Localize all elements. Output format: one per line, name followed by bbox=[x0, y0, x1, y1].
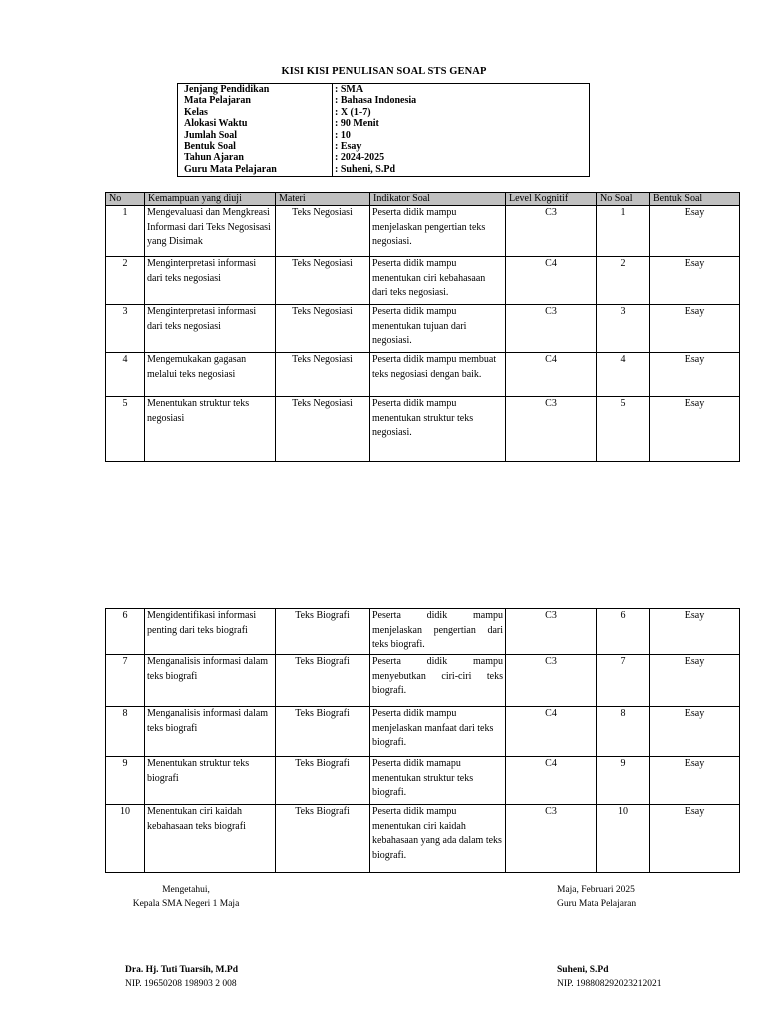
signature-left-header bbox=[116, 883, 256, 911]
cell-indikator: Peserta didik mampu menjelaskan pengertian dari teks biografi. bbox=[370, 609, 506, 655]
info-key: Guru Mata Pelajaran bbox=[184, 163, 277, 175]
sign-right-name: Suheni, S.Pd bbox=[557, 965, 609, 975]
signature-right-header bbox=[557, 883, 636, 911]
cell-no-soal: 4 bbox=[597, 353, 650, 397]
header-level: Level Kognitif bbox=[506, 193, 597, 206]
table-row bbox=[106, 206, 740, 257]
cell-indikator: Peserta didik mampu menentukan tujuan dari negosiasi. bbox=[370, 305, 506, 353]
cell-no: 10 bbox=[106, 805, 145, 873]
cell-bentuk: Esay bbox=[650, 707, 740, 757]
info-value: : X (1-7) bbox=[335, 106, 371, 118]
cell-no-soal: 7 bbox=[597, 655, 650, 707]
sign-left-name: Dra. Hj. Tuti Tuarsih, M.Pd bbox=[125, 965, 238, 975]
cell-level: C3 bbox=[506, 609, 597, 655]
cell-indikator: Peserta didik mampu menyebutkan ciri-ciri teks biografi. bbox=[370, 655, 506, 707]
cell-kemampuan: Menginterpretasi informasi dari teks negosiasi bbox=[145, 257, 276, 305]
sign-left-nip: NIP. 19650208 198903 2 008 bbox=[125, 979, 237, 989]
info-row bbox=[178, 95, 589, 106]
cell-bentuk: Esay bbox=[650, 397, 740, 462]
cell-bentuk: Esay bbox=[650, 353, 740, 397]
info-key: Alokasi Waktu bbox=[184, 118, 248, 130]
sign-left-line1: Mengetahui, bbox=[162, 885, 210, 895]
cell-indikator: Peserta didik mamapu menentukan struktur teks biografi. bbox=[370, 757, 506, 805]
info-row bbox=[178, 84, 589, 95]
table-header-row bbox=[106, 193, 740, 206]
cell-indikator: Peserta didik mampu menentukan struktur teks negosiasi. bbox=[370, 397, 506, 462]
cell-no: 3 bbox=[106, 305, 145, 353]
cell-level: C3 bbox=[506, 206, 597, 257]
cell-no: 5 bbox=[106, 397, 145, 462]
cell-no-soal: 2 bbox=[597, 257, 650, 305]
cell-no-soal: 9 bbox=[597, 757, 650, 805]
cell-level: C3 bbox=[506, 655, 597, 707]
cell-kemampuan: Mengidentifikasi informasi penting dari teks biografi bbox=[145, 609, 276, 655]
cell-bentuk: Esay bbox=[650, 655, 740, 707]
header-no: No bbox=[106, 193, 145, 206]
cell-materi: Teks Negosiasi bbox=[276, 397, 370, 462]
cell-materi: Teks Biografi bbox=[276, 609, 370, 655]
cell-bentuk: Esay bbox=[650, 206, 740, 257]
table-row bbox=[106, 805, 740, 873]
info-row bbox=[178, 130, 589, 141]
info-value: : Suheni, S.Pd bbox=[335, 163, 396, 175]
cell-level: C4 bbox=[506, 757, 597, 805]
cell-level: C3 bbox=[506, 805, 597, 873]
signature-right-footer bbox=[557, 963, 662, 991]
cell-materi: Teks Biografi bbox=[276, 805, 370, 873]
cell-level: C4 bbox=[506, 257, 597, 305]
kisi-table-part-1 bbox=[105, 192, 740, 462]
cell-materi: Teks Biografi bbox=[276, 655, 370, 707]
cell-level: C4 bbox=[506, 707, 597, 757]
cell-bentuk: Esay bbox=[650, 757, 740, 805]
cell-materi: Teks Negosiasi bbox=[276, 305, 370, 353]
cell-kemampuan: Mengemukakan gagasan melalui teks negosiasi bbox=[145, 353, 276, 397]
table-row bbox=[106, 397, 740, 462]
kisi-table-part-2 bbox=[105, 608, 740, 873]
cell-bentuk: Esay bbox=[650, 805, 740, 873]
cell-level: C3 bbox=[506, 305, 597, 353]
info-row bbox=[178, 107, 589, 118]
cell-bentuk: Esay bbox=[650, 609, 740, 655]
cell-kemampuan: Menganalisis informasi dalam teks biografi bbox=[145, 707, 276, 757]
info-value: : SMA bbox=[335, 84, 364, 95]
info-value: : 2024-2025 bbox=[335, 152, 385, 164]
cell-no: 2 bbox=[106, 257, 145, 305]
cell-no: 9 bbox=[106, 757, 145, 805]
cell-kemampuan: Menentukan struktur teks negosiasi bbox=[145, 397, 276, 462]
cell-no: 6 bbox=[106, 609, 145, 655]
cell-bentuk: Esay bbox=[650, 305, 740, 353]
sign-left-line2: Kepala SMA Negeri 1 Maja bbox=[132, 899, 240, 909]
table-row bbox=[106, 707, 740, 757]
info-key: Kelas bbox=[184, 106, 208, 118]
table-row bbox=[106, 655, 740, 707]
sign-right-line2: Guru Mata Pelajaran bbox=[557, 899, 637, 909]
cell-no-soal: 1 bbox=[597, 206, 650, 257]
table-row bbox=[106, 353, 740, 397]
info-value: : 10 bbox=[335, 129, 351, 141]
info-box bbox=[177, 83, 590, 177]
signature-left-footer bbox=[125, 963, 238, 991]
sign-right-nip: NIP. 198808292023212021 bbox=[557, 979, 662, 989]
cell-no-soal: 8 bbox=[597, 707, 650, 757]
document-title: KISI KISI PENULISAN SOAL STS GENAP bbox=[281, 66, 487, 77]
header-no-soal: No Soal bbox=[597, 193, 650, 206]
header-kemampuan: Kemampuan yang diuji bbox=[145, 193, 276, 206]
table-row bbox=[106, 305, 740, 353]
cell-indikator: Peserta didik mampu membuat teks negosiasi dengan baik. bbox=[370, 353, 506, 397]
cell-indikator: Peserta didik mampu menentukan ciri kaidah kebahasaan yang ada dalam teks biografi. bbox=[370, 805, 506, 873]
cell-no: 4 bbox=[106, 353, 145, 397]
cell-kemampuan: Menginterpretasi informasi dari teks negosiasi bbox=[145, 305, 276, 353]
cell-kemampuan: Menentukan ciri kaidah kebahasaan teks biografi bbox=[145, 805, 276, 873]
cell-level: C3 bbox=[506, 397, 597, 462]
info-key: Mata Pelajaran bbox=[184, 95, 251, 107]
cell-materi: Teks Negosiasi bbox=[276, 257, 370, 305]
info-key: Bentuk Soal bbox=[184, 141, 236, 152]
cell-indikator: Peserta didik mampu menjelaskan manfaat dari teks biografi. bbox=[370, 707, 506, 757]
cell-materi: Teks Biografi bbox=[276, 707, 370, 757]
cell-kemampuan: Menganalisis informasi dalam teks biografi bbox=[145, 655, 276, 707]
info-key: Jumlah Soal bbox=[184, 129, 238, 141]
cell-no: 1 bbox=[106, 206, 145, 257]
cell-no: 7 bbox=[106, 655, 145, 707]
cell-level: C4 bbox=[506, 353, 597, 397]
cell-bentuk: Esay bbox=[650, 257, 740, 305]
info-value: : 90 Menit bbox=[335, 118, 379, 130]
sign-right-line1: Maja, Februari 2025 bbox=[557, 885, 635, 895]
info-key: Tahun Ajaran bbox=[184, 152, 244, 164]
cell-no-soal: 6 bbox=[597, 609, 650, 655]
table-row bbox=[106, 757, 740, 805]
table-row bbox=[106, 257, 740, 305]
cell-materi: Teks Negosiasi bbox=[276, 353, 370, 397]
cell-no-soal: 10 bbox=[597, 805, 650, 873]
cell-materi: Teks Negosiasi bbox=[276, 206, 370, 257]
info-row bbox=[178, 118, 589, 129]
header-indikator: Indikator Soal bbox=[370, 193, 506, 206]
cell-no: 8 bbox=[106, 707, 145, 757]
header-materi: Materi bbox=[276, 193, 370, 206]
info-row bbox=[178, 164, 589, 175]
cell-materi: Teks Biografi bbox=[276, 757, 370, 805]
info-row bbox=[178, 141, 589, 152]
info-key: Jenjang Pendidikan bbox=[184, 84, 270, 95]
info-row bbox=[178, 152, 589, 163]
cell-kemampuan: Menentukan struktur teks biografi bbox=[145, 757, 276, 805]
cell-kemampuan: Mengevaluasi dan Mengkreasi Informasi dari Teks Negosisasi yang Disimak bbox=[145, 206, 276, 257]
header-bentuk: Bentuk Soal bbox=[650, 193, 740, 206]
cell-indikator: Peserta didik mampu menentukan ciri kebahasaan dari teks negosiasi. bbox=[370, 257, 506, 305]
cell-no-soal: 3 bbox=[597, 305, 650, 353]
cell-indikator: Peserta didik mampu menjelaskan pengertian teks negosiasi. bbox=[370, 206, 506, 257]
info-value: : Esay bbox=[335, 141, 362, 152]
cell-no-soal: 5 bbox=[597, 397, 650, 462]
table-row bbox=[106, 609, 740, 655]
info-value: : Bahasa Indonesia bbox=[335, 95, 417, 107]
